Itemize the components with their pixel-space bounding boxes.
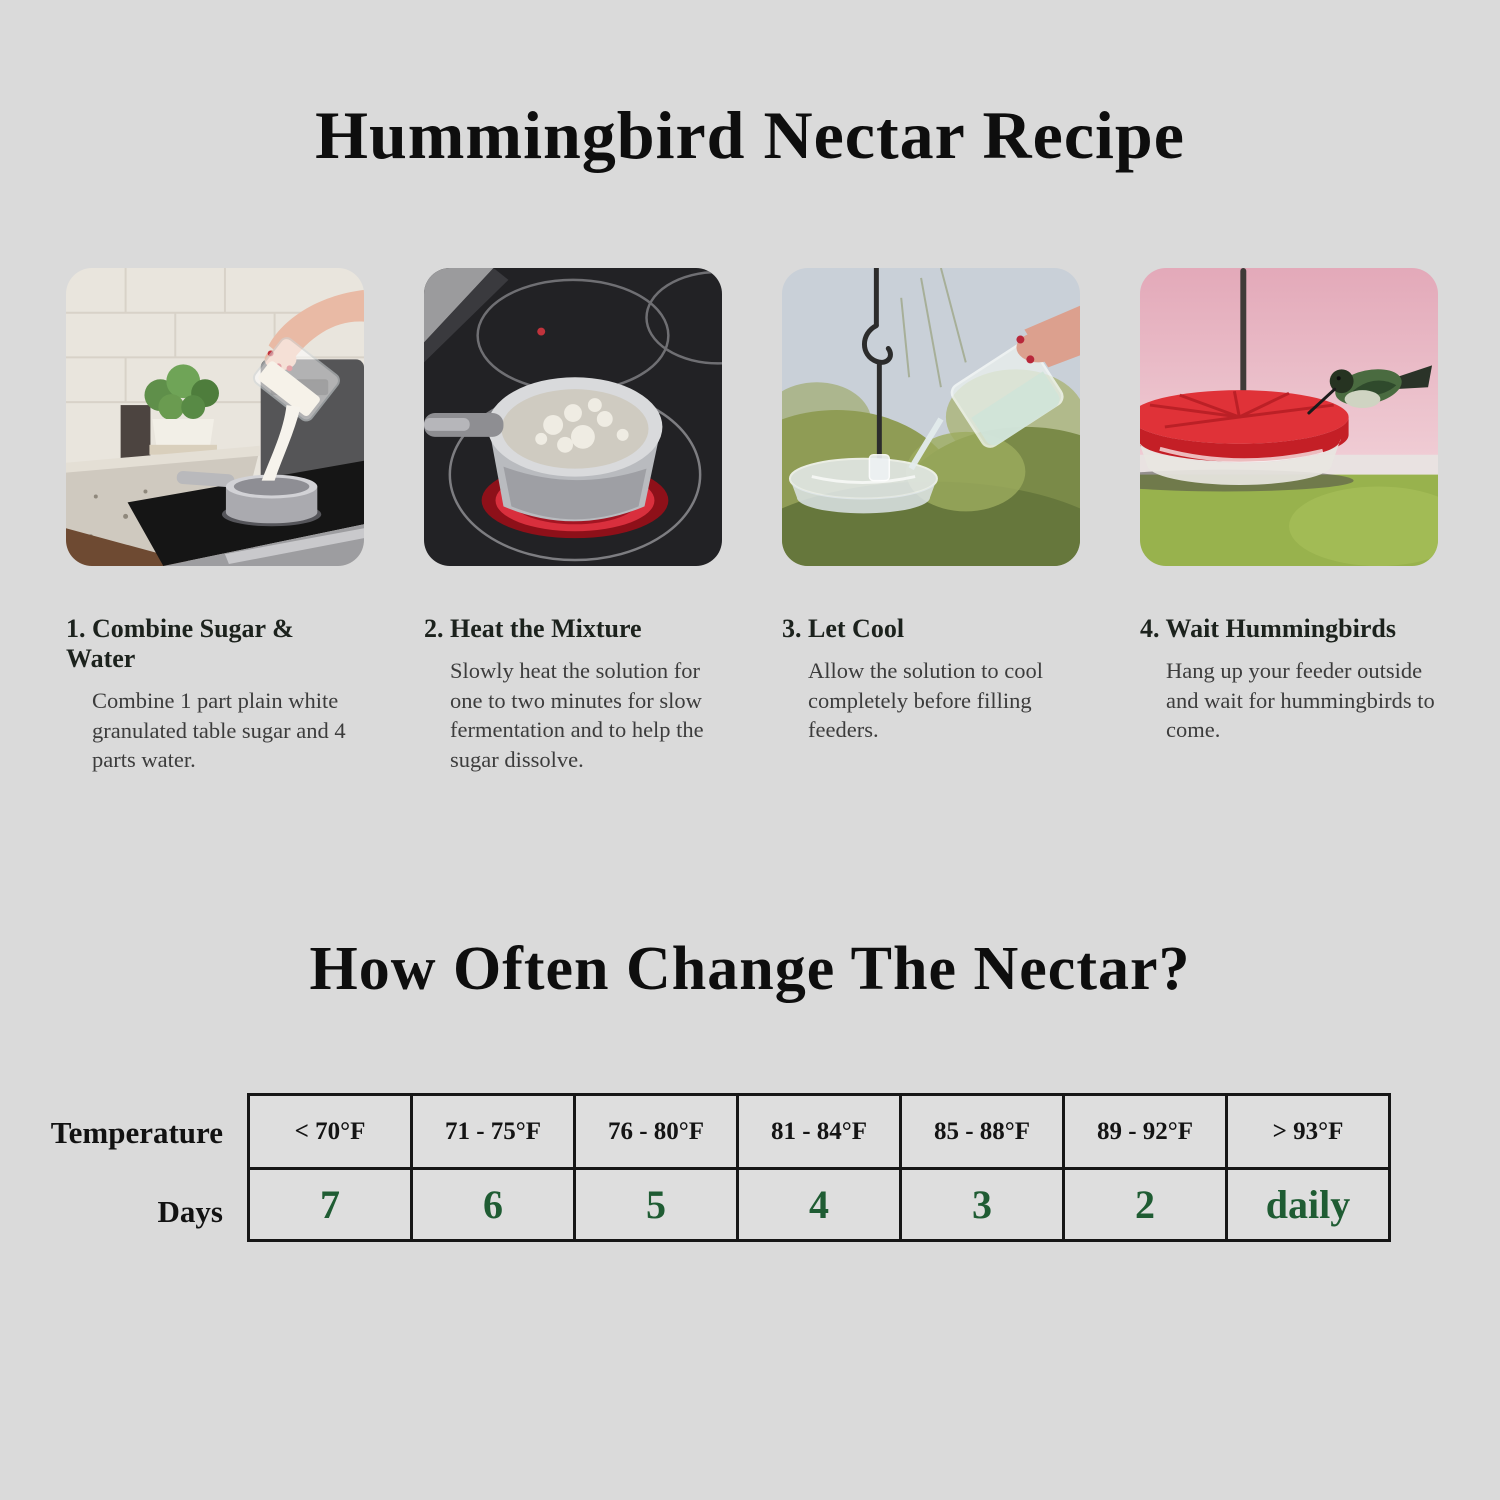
days-cell: 5 (575, 1169, 738, 1241)
days-cell: 6 (412, 1169, 575, 1241)
step-2 (424, 268, 722, 775)
days-row-label: Days (157, 1194, 223, 1229)
photo-pouring-water-into-feeder-dish (782, 268, 1080, 566)
step-2-body: Slowly heat the solution for one to two minutes for slow fermentation and to help the sugar dissolve. (450, 658, 704, 773)
temp-cell: > 93°F (1227, 1095, 1390, 1169)
kitchen-pour-sugar-illustration (66, 268, 364, 566)
days-cell: daily (1227, 1169, 1390, 1241)
step-1-title: 1. Combine Sugar & Water (66, 614, 294, 673)
pour-water-outdoors-illustration (782, 268, 1080, 566)
temp-cell: 76 - 80°F (575, 1095, 738, 1169)
temp-cell: < 70°F (249, 1095, 412, 1169)
days-row (249, 1169, 1390, 1241)
days-cell: 7 (249, 1169, 412, 1241)
step-1 (66, 268, 364, 775)
temp-cell: 85 - 88°F (901, 1095, 1064, 1169)
days-cell: 4 (738, 1169, 901, 1241)
temp-cell: 81 - 84°F (738, 1095, 901, 1169)
step-4-title: 4. Wait Hummingbirds (1140, 614, 1396, 643)
page-title: Hummingbird Nectar Recipe (315, 97, 1185, 173)
steps-row (66, 268, 1438, 775)
step-2-title: 2. Heat the Mixture (424, 614, 642, 643)
temperature-row-label: Temperature (50, 1115, 223, 1150)
step-4 (1140, 268, 1438, 775)
photo-hummingbird-at-red-feeder (1140, 268, 1438, 566)
step-3-title: 3. Let Cool (782, 614, 905, 643)
boiling-pan-illustration (424, 268, 722, 566)
step-4-body: Hang up your feeder outside and wait for hummingbirds to come. (1166, 658, 1435, 743)
temperature-row (249, 1095, 1390, 1169)
photo-saucepan-boiling-on-cooktop (424, 268, 722, 566)
nectar-change-table-block (30, 1093, 1391, 1251)
days-cell: 2 (1064, 1169, 1227, 1241)
nectar-change-table (247, 1093, 1391, 1242)
photo-pouring-sugar-into-saucepan (66, 268, 364, 566)
section2-title: How Often Change The Nectar? (309, 935, 1191, 1003)
temp-cell: 71 - 75°F (412, 1095, 575, 1169)
days-cell: 3 (901, 1169, 1064, 1241)
step-3-body: Allow the solution to cool completely before filling feeders. (808, 658, 1043, 743)
step-3 (782, 268, 1080, 775)
step-1-body: Combine 1 part plain white granulated table sugar and 4 parts water. (92, 688, 346, 773)
table-row-labels (30, 1093, 247, 1251)
temp-cell: 89 - 92°F (1064, 1095, 1227, 1169)
hummingbird-feeder-illustration (1140, 268, 1438, 566)
